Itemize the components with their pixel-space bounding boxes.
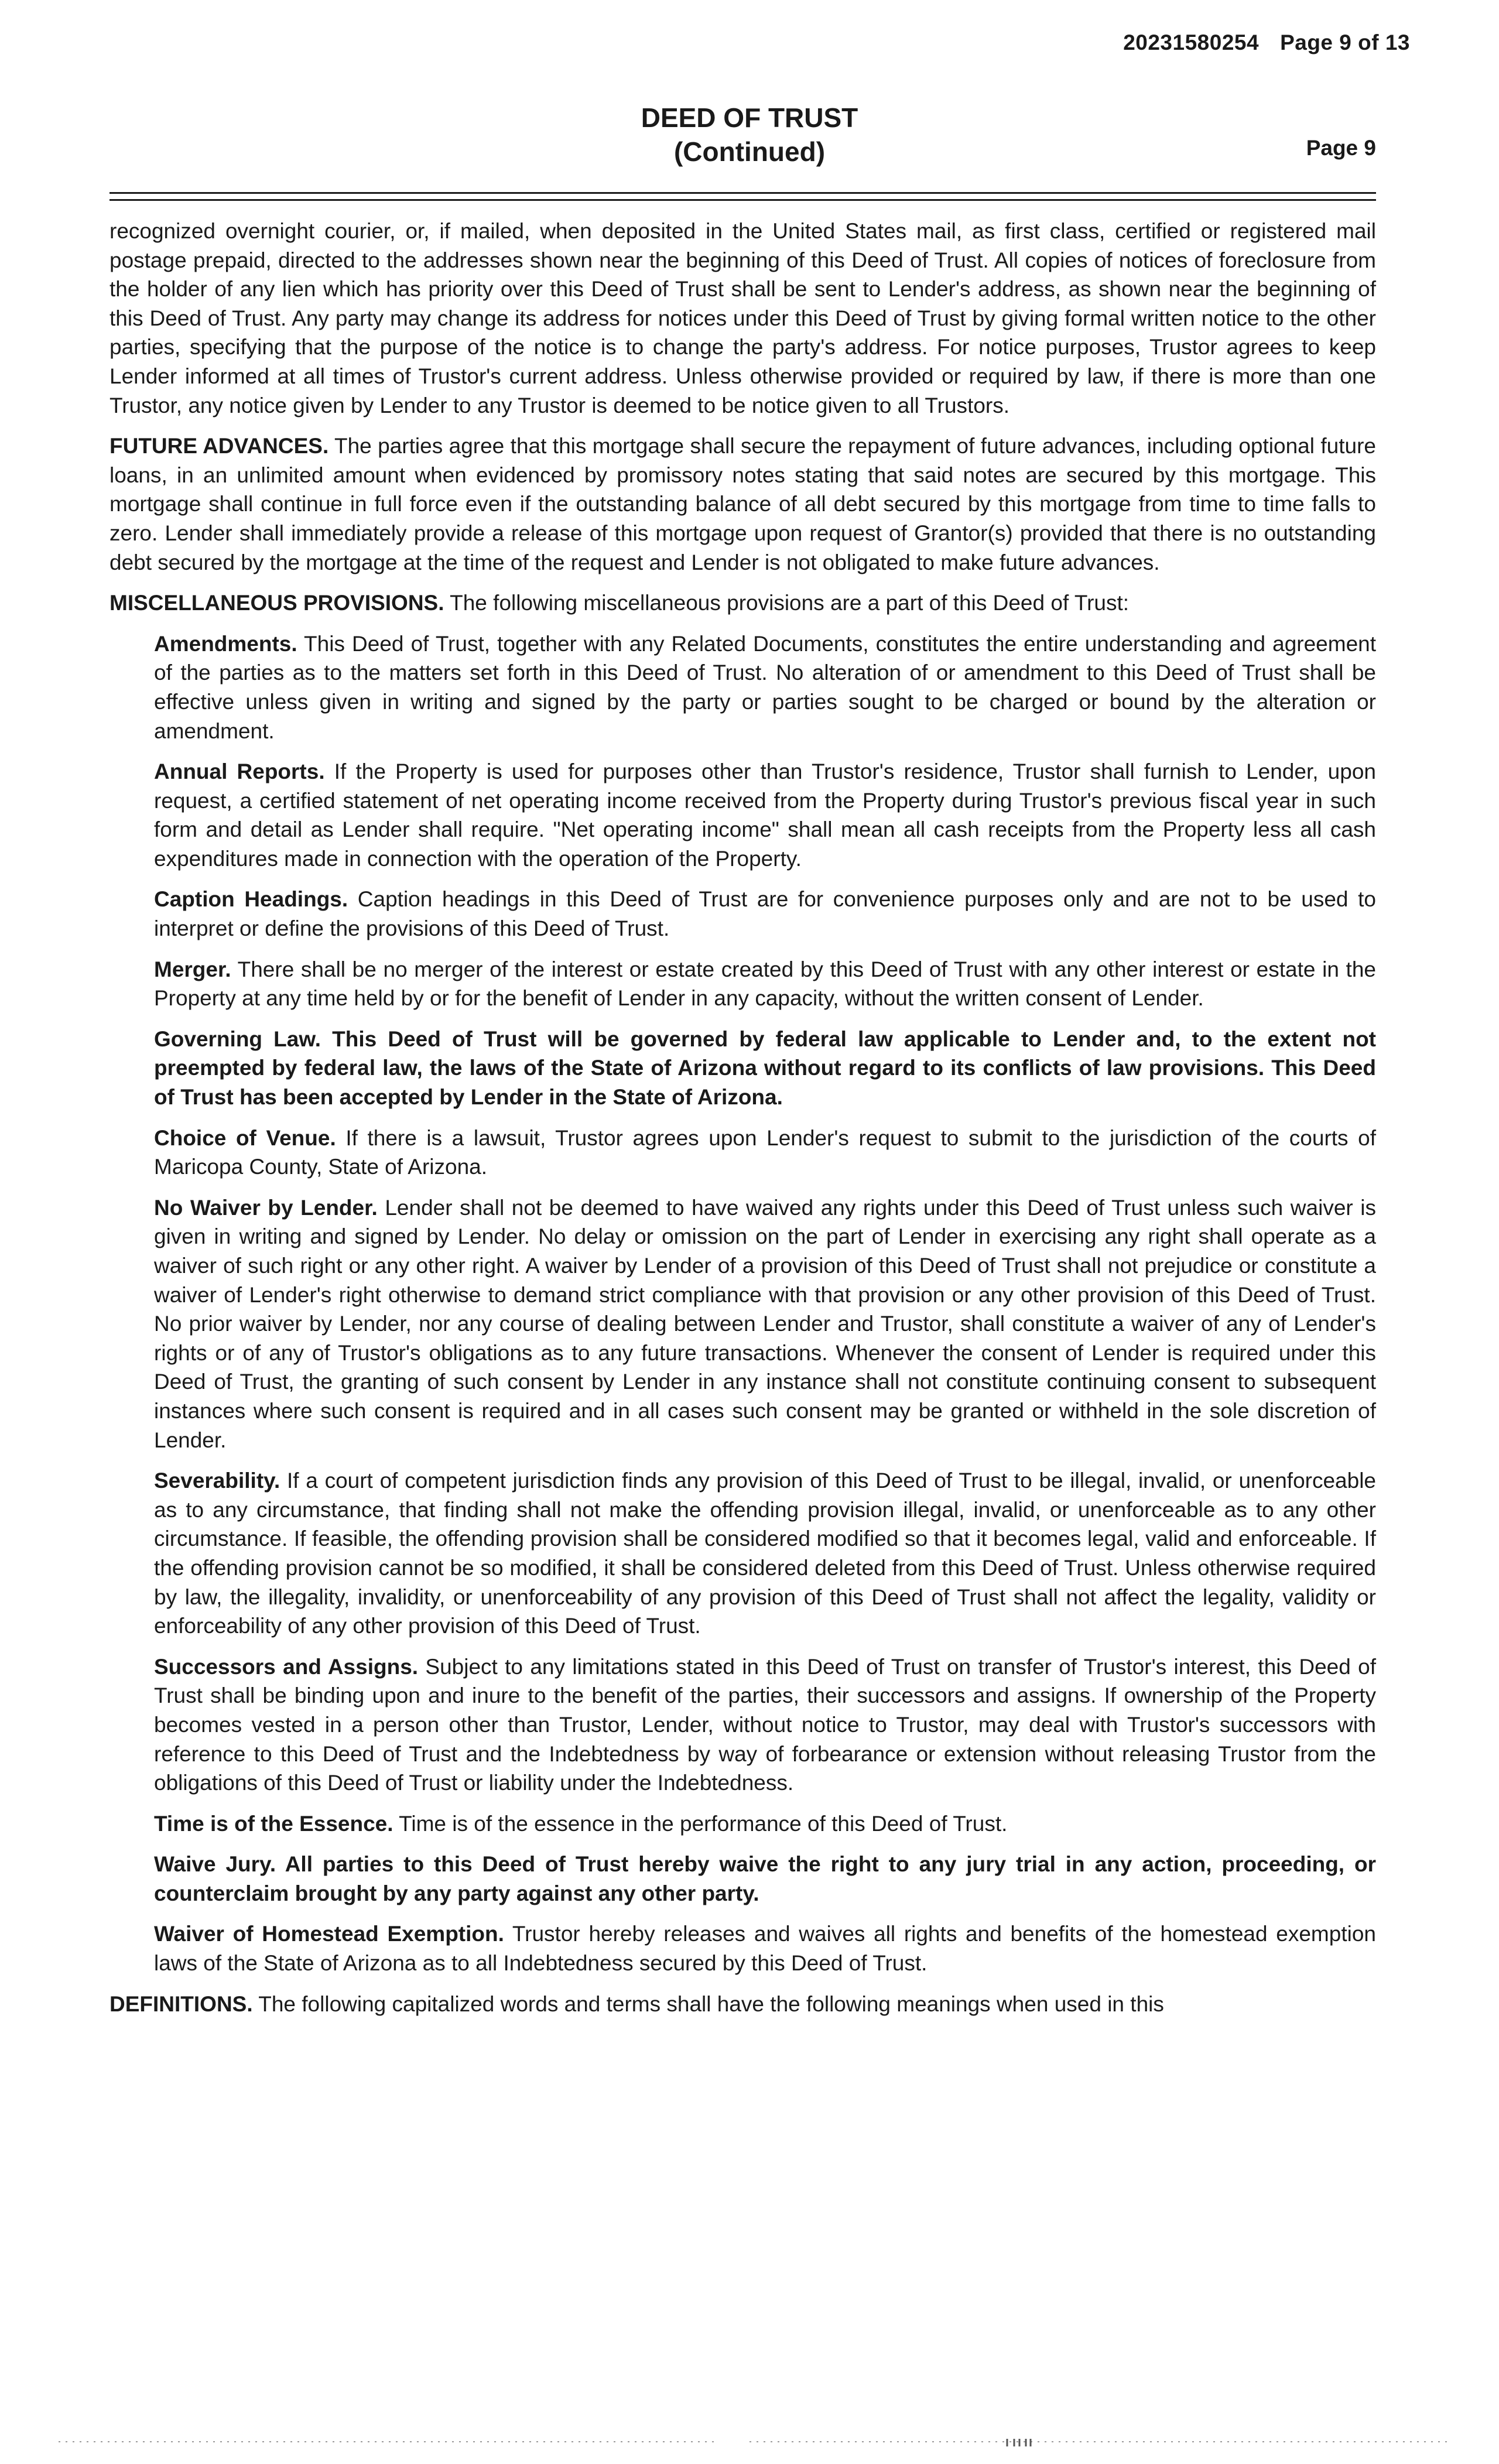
provision-merger bbox=[154, 955, 1376, 1013]
provision-heading: Governing Law. bbox=[154, 1026, 321, 1051]
recording-header bbox=[1123, 30, 1410, 55]
paragraph-text: recognized overnight courier, or, if mailed, when deposited in the United States mail, as first class, certified or registered mail postage prepaid, directed to the addresses shown near the beginning of this Deed of Trust. All copies of notices of foreclosure from the holder of any lien which has priority over this Deed of Trust shall be sent to Lender's address, as shown near the beginning of this Deed of Trust. Any party may change its address for notices under this Deed of Trust by giving formal written notice to the other parties, specifying that the purpose of the notice is to change the party's address. For notice purposes, Trustor agrees to keep Lender informed at all times of Trustor's current address. Unless otherwise provided or required by law, if there is more than one Trustor, any notice given by Lender to any Trustor is deemed to be notice given to all Trustors. bbox=[109, 219, 1376, 417]
provision-heading: Merger. bbox=[154, 957, 231, 981]
header-rule-bottom bbox=[109, 199, 1376, 201]
provision-governing-law bbox=[154, 1025, 1376, 1112]
paragraph-text: Lender shall not be deemed to have waived any rights under this Deed of Trust unless such waiver is given in writing and signed by Lender. No delay or omission on the part of Lender in exercising any right shall operate as a waiver of such right or any other right. A waiver by Lender of a provision of this Deed of Trust shall not prejudice or constitute a waiver of Lender's right otherwise to demand strict compliance with that provision or any other provision of this Deed of Trust. No prior waiver by Lender, nor any course of dealing between Lender and Trustor, shall constitute a waiver of any of Lender's rights or of any of Trustor's obligations as to any future transactions. Whenever the consent of Lender is required under this Deed of Trust, the granting of such consent by Lender in any instance shall not constitute continuing consent to subsequent instances where such consent is required and in all cases such consent may be granted or withheld in the sole discretion of Lender. bbox=[154, 1195, 1376, 1452]
page-of-indicator: Page 9 of 13 bbox=[1280, 30, 1410, 54]
document-title-block bbox=[0, 101, 1499, 169]
provision-choice-of-venue bbox=[154, 1124, 1376, 1182]
provision-heading: Amendments. bbox=[154, 631, 297, 656]
section-heading: FUTURE ADVANCES. bbox=[109, 434, 329, 458]
provision-successors-and-assigns bbox=[154, 1652, 1376, 1798]
provision-heading: Time is of the Essence. bbox=[154, 1811, 393, 1836]
provision-heading: No Waiver by Lender. bbox=[154, 1195, 378, 1220]
provision-waive-jury bbox=[154, 1850, 1376, 1908]
header-rule-top bbox=[109, 192, 1376, 194]
section-heading: DEFINITIONS. bbox=[109, 1991, 253, 2016]
paragraph-text: Trustor hereby releases and waives all rights and benefits of the homestead exemption laws of the State of Arizona as to all Indebtedness secured by this Deed of Trust. bbox=[154, 1922, 1376, 1976]
section-definitions bbox=[109, 1990, 1376, 2019]
document-title: DEED OF TRUST bbox=[641, 102, 858, 133]
notices-continuation bbox=[109, 217, 1376, 420]
paragraph-text: If there is a lawsuit, Trustor agrees upon Lender's request to submit to the jurisdiction of the courts of Maricopa County, State of Arizona. bbox=[154, 1125, 1376, 1179]
paragraph-text: This Deed of Trust will be governed by federal law applicable to Lender and, to the extent not preempted by federal law, the laws of the State of Arizona without regard to its conflicts of law provisions. This Deed of Trust has been accepted by Lender in the State of Arizona. bbox=[154, 1026, 1376, 1110]
page-number-label: Page 9 bbox=[1306, 136, 1376, 160]
provision-heading: Waiver of Homestead Exemption. bbox=[154, 1922, 504, 1946]
paragraph-text: Caption headings in this Deed of Trust are for convenience purposes only and are not to be used to interpret or define the provisions of this Deed of Trust. bbox=[154, 887, 1376, 941]
paragraph-text: The parties agree that this mortgage shall secure the repayment of future advances, including optional future loans, in an unlimited amount when evidenced by promissory notes stating that said notes are secured by this mortgage. This mortgage shall continue in full force even if the outstanding balance of all debt secured by this mortgage from time to time falls to zero. Lender shall immediately provide a release of this mortgage upon request of Grantor(s) provided that there is no outstanding debt secured by the mortgage at the time of the request and Lender is not obligated to make future advances. bbox=[109, 434, 1376, 574]
document-subtitle: (Continued) bbox=[673, 136, 826, 167]
provision-heading: Waive Jury. bbox=[154, 1852, 276, 1877]
section-heading: MISCELLANEOUS PROVISIONS. bbox=[109, 591, 444, 615]
paragraph-text: This Deed of Trust, together with any Related Documents, constitutes the entire understanding and agreement of the parties as to the matters set forth in this Deed of Trust. No alteration of or amendment to this Deed of Trust shall be effective unless given in writing and signed by the party or parties sought to be charged or bound by the alteration or amendment. bbox=[154, 631, 1376, 743]
provision-no-waiver-by-lender bbox=[154, 1193, 1376, 1455]
paragraph-text: The following miscellaneous provisions are a part of this Deed of Trust: bbox=[444, 591, 1130, 615]
provision-heading: Choice of Venue. bbox=[154, 1125, 336, 1150]
section-miscellaneous-provisions bbox=[109, 588, 1376, 618]
provision-time-is-of-the-essence bbox=[154, 1809, 1376, 1839]
paragraph-text: If a court of competent jurisdiction finds any provision of this Deed of Trust to be illegal, invalid, or unenforceable as to any circumstance, that finding shall not make the offending provision illegal, invalid, or unenforceable as to any other circumstance. If feasible, the offending provision shall be considered modified so that it becomes legal, valid and enforceable. If the offending provision cannot be so modified, it shall be considered deleted from this Deed of Trust. Unless otherwise required by law, the illegality, invalidity, or unenforceability of any provision of this Deed of Trust shall not affect the legality, validity or enforceability of any other provision of this Deed of Trust. bbox=[154, 1469, 1376, 1638]
provision-severability bbox=[154, 1466, 1376, 1641]
provision-caption-headings bbox=[154, 885, 1376, 943]
paragraph-text: If the Property is used for purposes other than Trustor's residence, Trustor shall furnish to Lender, upon request, a certified statement of net operating income received from the Property during Trustor's previous fiscal year in such form and detail as Lender shall require. "Net operating income" shall mean all cash receipts from the Property less all cash expenditures made in connection with the operation of the Property. bbox=[154, 759, 1376, 871]
provision-heading: Severability. bbox=[154, 1469, 280, 1493]
paragraph-text: The following capitalized words and terms shall have the following meanings when used in this bbox=[252, 1991, 1164, 2016]
provision-waiver-of-homestead-exemption bbox=[154, 1919, 1376, 1977]
paragraph-text: There shall be no merger of the interest or estate created by this Deed of Trust with any other interest or estate in the Property at any time held by or for the benefit of Lender in any capacity, without the written consent of Lender. bbox=[154, 957, 1376, 1011]
paragraph-text: Subject to any limitations stated in this Deed of Trust on transfer of Trustor's interest, this Deed of Trust shall be binding upon and inure to the benefit of the parties, their successors and assigns. If ownership of the Property becomes vested in a person other than Trustor, Lender, without notice to Trustor, may deal with Trustor's successors with reference to this Deed of Trust and the Indebtedness by way of forbearance or extension without releasing Trustor from the obligations of this Deed of Trust or liability under the Indebtedness. bbox=[154, 1654, 1376, 1795]
provision-heading: Successors and Assigns. bbox=[154, 1654, 419, 1679]
provision-heading: Annual Reports. bbox=[154, 759, 325, 784]
scan-artifact-marks bbox=[59, 2437, 1452, 2449]
section-future-advances bbox=[109, 432, 1376, 577]
provision-annual-reports bbox=[154, 757, 1376, 873]
document-body bbox=[109, 217, 1376, 2030]
paragraph-text: Time is of the essence in the performance of this Deed of Trust. bbox=[393, 1811, 1008, 1836]
provision-heading: Caption Headings. bbox=[154, 887, 348, 912]
provision-amendments bbox=[154, 629, 1376, 745]
document-number: 20231580254 bbox=[1123, 30, 1260, 54]
paragraph-text: All parties to this Deed of Trust hereby waive the right to any jury trial in any action, proceeding, or counterclaim brought by any party against any other party. bbox=[154, 1852, 1376, 1905]
